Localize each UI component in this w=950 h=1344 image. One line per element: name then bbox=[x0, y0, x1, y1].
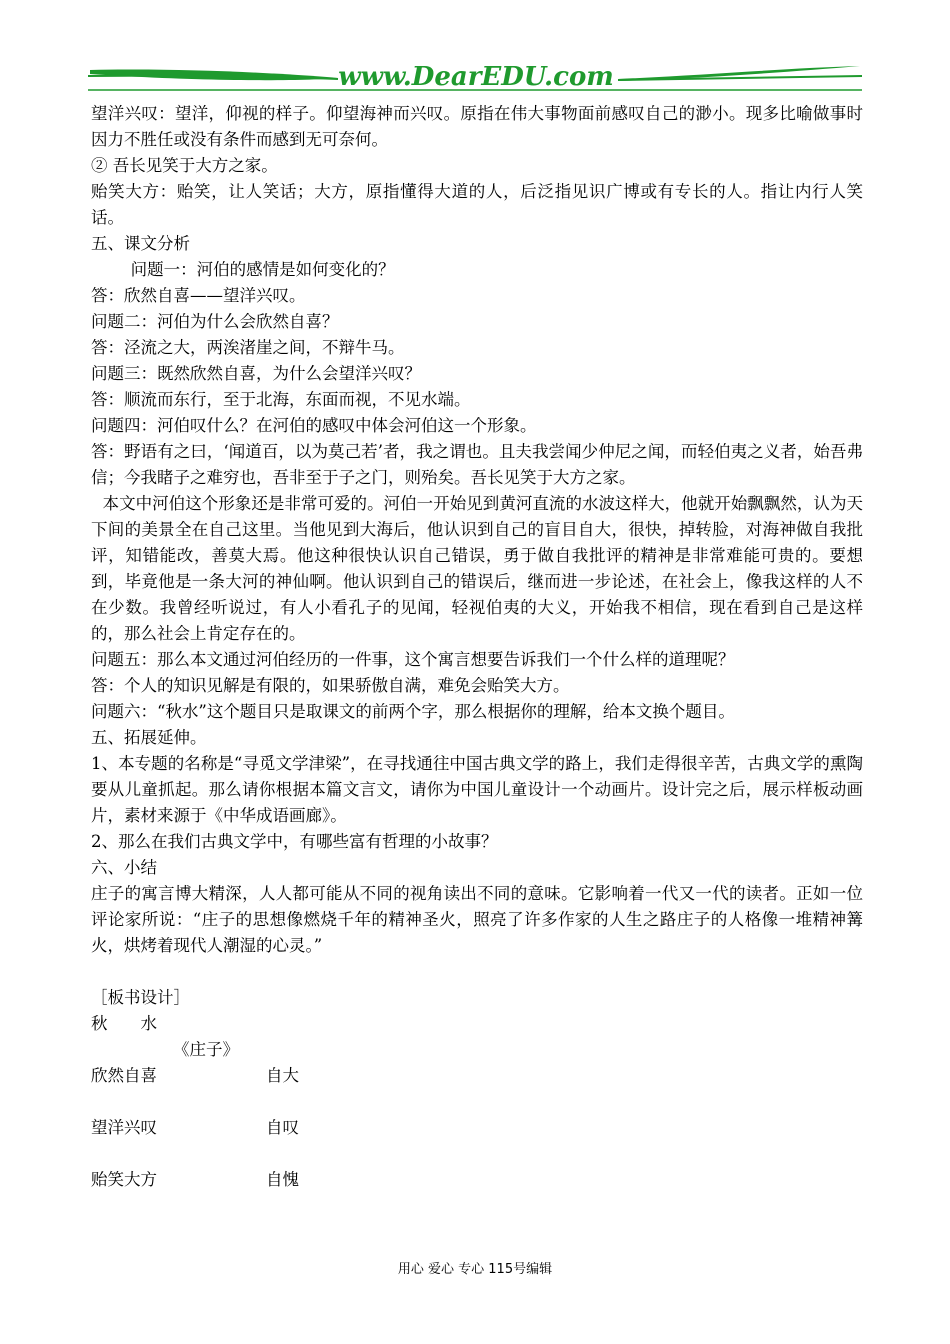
board-heading: ［板书设计］ bbox=[91, 988, 190, 1007]
summary-paragraph: 庄子的寓言博大精深，人人都可能从不同的视角读出不同的意味。它影响着一代又一代的读者。正如一位评论家所说：“庄子的思想像燃烧千年的精神圣火，照亮了许多作家的人生之路庄子的人格像一堆精神篝火，烘烤着现代人潮湿的心灵。” bbox=[91, 884, 863, 955]
answer: 答：欣然自喜——望洋兴叹。 bbox=[91, 286, 306, 305]
board-row-right: 自愧 bbox=[266, 1170, 299, 1189]
section-heading: 五、拓展延伸。 bbox=[91, 728, 207, 747]
board-subtitle: 《庄子》 bbox=[173, 1040, 239, 1059]
question: 问题四：河伯叹什么？在河伯的感叹中体会河伯这一个形象。 bbox=[91, 416, 537, 435]
document-body bbox=[91, 101, 863, 1193]
answer: 答：泾流之大，两涘渚崖之间，不辩牛马。 bbox=[91, 338, 405, 357]
board-row-right: 自叹 bbox=[266, 1118, 299, 1137]
board-row-left: 贻笑大方 bbox=[91, 1170, 157, 1189]
answer: 答：野语有之曰，‘闻道百，以为莫己若’者，我之谓也。且夫我尝闻少仲尼之闻，而轻伯夷之义者，始吾弗信；今我睹子之难穷也，吾非至于子之门，则殆矣。吾长见笑于大方之家。 bbox=[91, 442, 863, 487]
page-footer: 用心 爱心 专心 115号编辑 bbox=[397, 1262, 553, 1277]
board-title: 秋 水 bbox=[91, 1014, 157, 1033]
analysis-paragraph: 本文中河伯这个形象还是非常可爱的。河伯一开始见到黄河直流的水波这样大，他就开始飘飘然，认为天下间的美景全在自己这里。当他见到大海后，他认识到自己的盲目自大，很快，掉转脸，对海神做自我批评，知错能改，善莫大焉。他这种很快认识自己错误，勇于做自我批评的精神是非常难能可贵的。要想到，毕竟他是一条大河的神仙啊。他认识到自己的错误后，继而进一步论述，在社会上，像我这样的人不在少数。我曾经听说过，有人小看孔子的见闻，轻视伯夷的大义，开始我不相信，现在看到自己是这样的，那么社会上肯定存在的。 bbox=[91, 494, 863, 643]
answer: 答：顺流而东行，至于北海，东面而视，不见水端。 bbox=[91, 390, 471, 409]
question: 问题一：河伯的感情是如何变化的？ bbox=[130, 260, 395, 279]
board-row-left: 欣然自喜 bbox=[91, 1066, 157, 1085]
answer: 答：个人的知识见解是有限的，如果骄傲自满，难免会贻笑大方。 bbox=[91, 676, 570, 695]
board-row-left: 望洋兴叹 bbox=[91, 1118, 157, 1137]
site-logo-text: www.DearEDU.com bbox=[338, 62, 614, 92]
board-row bbox=[91, 1115, 863, 1141]
paragraph: 贻笑大方：贻笑，让人笑话；大方，原指懂得大道的人，后泛指见识广博或有专长的人。指让内行人笑话。 bbox=[91, 182, 863, 227]
board-row bbox=[91, 1063, 863, 1089]
board-design bbox=[91, 985, 863, 1193]
question: 问题三：既然欣然自喜，为什么会望洋兴叹？ bbox=[91, 364, 421, 383]
question: 问题六：“秋水”这个题目只是取课文的前两个字，那么根据你的理解，给本文换个题目。 bbox=[91, 702, 735, 721]
board-row-right: 自大 bbox=[266, 1066, 299, 1085]
question: 问题五：那么本文通过河伯经历的一件事，这个寓言想要告诉我们一个什么样的道理呢？ bbox=[91, 650, 735, 669]
section-heading: 六、小结 bbox=[91, 858, 157, 877]
question: 问题二：河伯为什么会欣然自喜？ bbox=[91, 312, 339, 331]
paragraph: 望洋兴叹：望洋，仰视的样子。仰望海神而兴叹。原指在伟大事物面前感叹自己的渺小。现多比喻做事时因力不胜任或没有条件而感到无可奈何。 bbox=[91, 104, 863, 149]
swoosh-logo-graphic bbox=[88, 58, 862, 98]
paragraph: ② 吾长见笑于大方之家。 bbox=[91, 156, 278, 175]
section-heading: 五、课文分析 bbox=[91, 234, 190, 253]
board-row bbox=[91, 1167, 863, 1193]
paragraph: 2、那么在我们古典文学中，有哪些富有哲理的小故事？ bbox=[91, 832, 498, 851]
paragraph: 1、本专题的名称是“寻觅文学津梁”，在寻找通往中国古典文学的路上，我们走得很辛苦，古典文学的熏陶要从儿童抓起。那么请你根据本篇文言文，请你为中国儿童设计一个动画片。设计完之后，展示样板动画片，素材来源于《中华成语画廊》。 bbox=[91, 754, 863, 825]
site-header-banner bbox=[88, 58, 862, 98]
